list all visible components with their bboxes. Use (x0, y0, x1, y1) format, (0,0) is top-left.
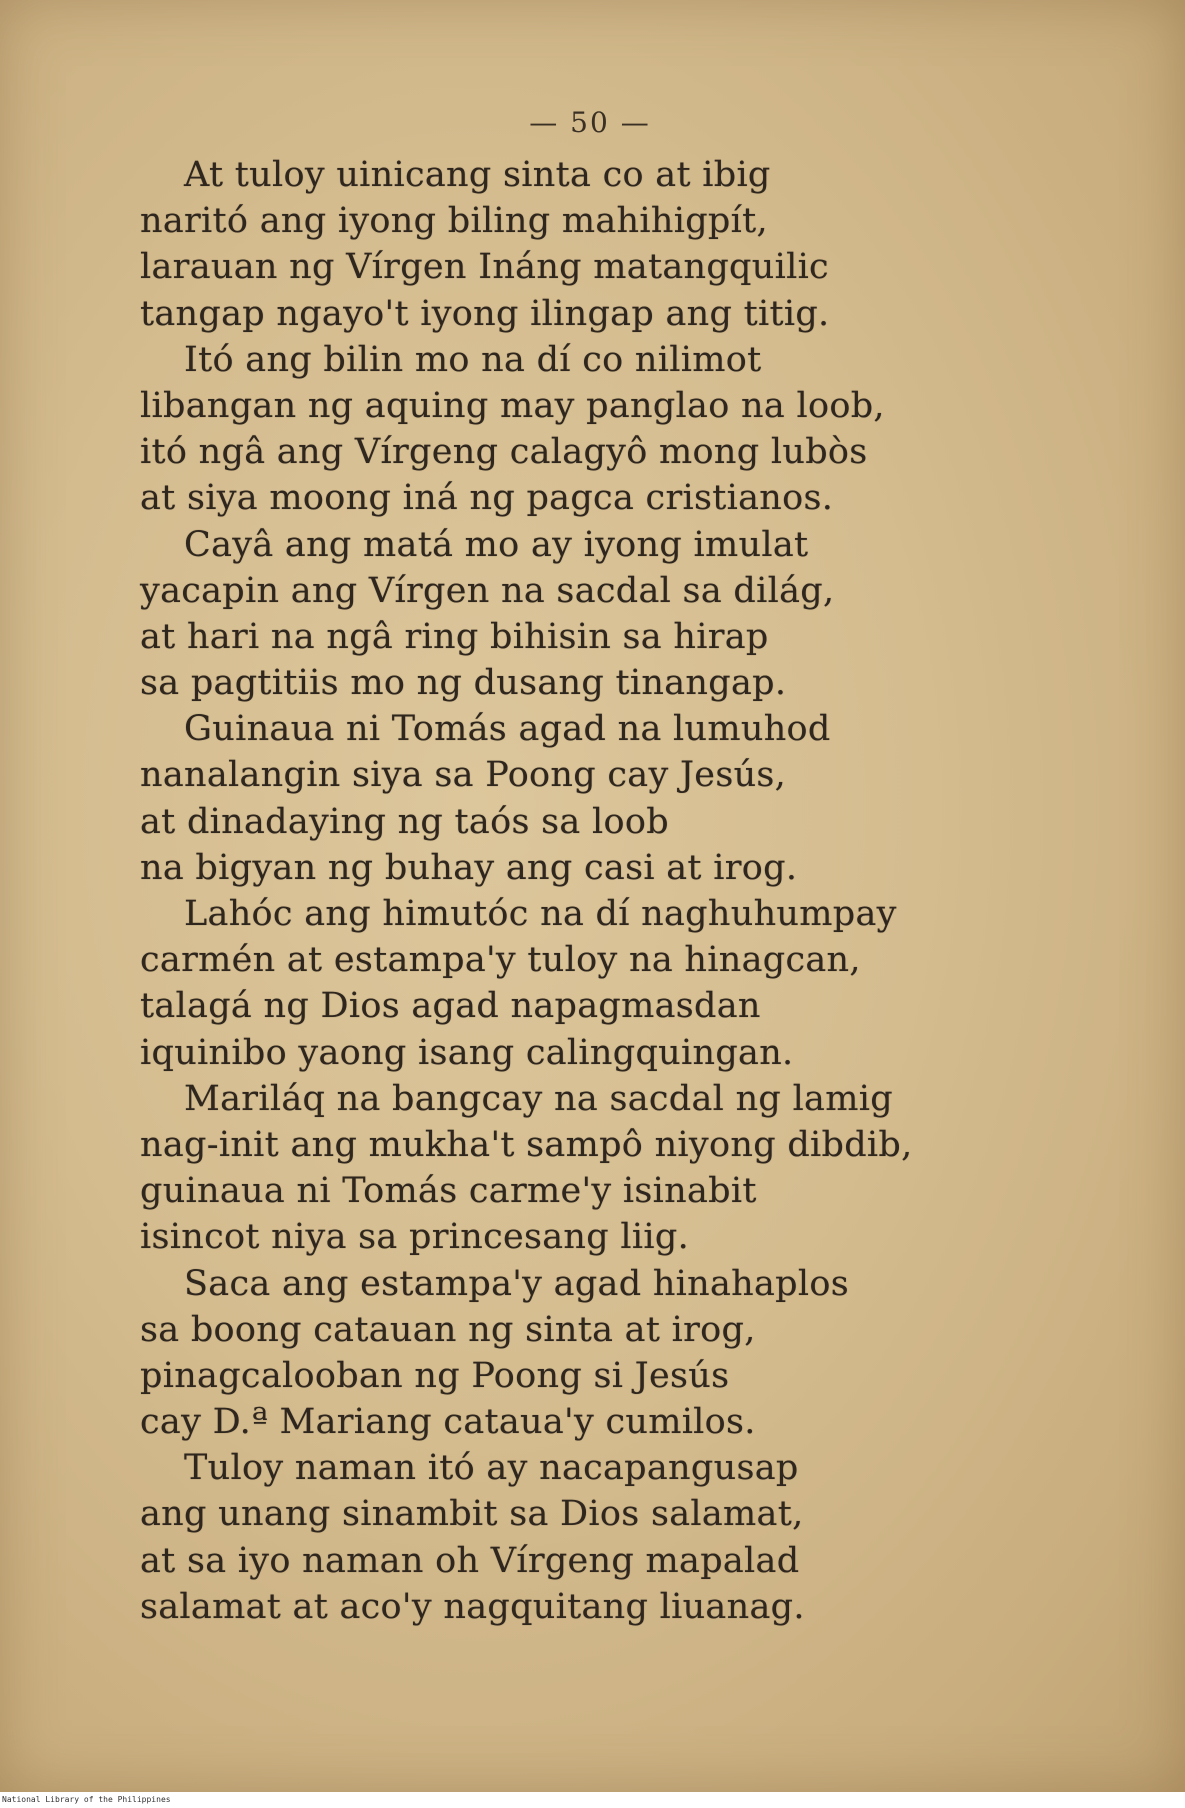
verse-line: Itó ang bilin mo na dí co nilimot (184, 339, 762, 380)
verse-line: libangan ng aquing may panglao na loob, (140, 385, 885, 426)
stanza (140, 522, 1060, 707)
verse-line: tangap ngayo't iyong ilingap ang titig. (140, 293, 830, 334)
verse-line: Guinaua ni Tomás agad na lumuhod (184, 709, 831, 750)
stanza (140, 891, 1060, 1076)
verse-line: cay D.ª Mariang cataua'y cumilos. (140, 1402, 756, 1443)
verse-line: sa boong catauan ng sinta at irog, (140, 1309, 756, 1350)
stanza (140, 337, 1060, 522)
verse-line: na bigyan ng buhay ang casi at irog. (140, 847, 798, 888)
verse-line: talagá ng Dios agad napagmasdan (140, 986, 761, 1027)
poem-text (140, 152, 1060, 1630)
verse-line: Saca ang estampa'y agad hinahaplos (184, 1263, 850, 1304)
verse-line: carmén at estampa'y tuloy na hinagcan, (140, 940, 861, 981)
verse-line: guinaua ni Tomás carme'y isinabit (140, 1171, 757, 1212)
verse-line: at hari na ngâ ring bihisin sa hirap (140, 616, 769, 657)
verse-line: Lahóc ang himutóc na dí naghuhumpay (184, 894, 897, 934)
verse-line: Mariláq na bangcay na sacdal ng lamig (184, 1078, 893, 1119)
stanza (140, 706, 1060, 891)
verse-line: nanalangin siya sa Poong cay Jesús, (140, 755, 787, 796)
page-number: — 50 — (529, 106, 651, 139)
verse-line: Cayâ ang matá mo ay iyong imulat (184, 524, 809, 565)
verse-line: yacapin ang Vírgen na sacdal sa dilág, (140, 570, 835, 611)
stanza (140, 1076, 1060, 1261)
verse-line: isincot niya sa princesang liig. (140, 1217, 690, 1258)
verse-line: pinagcalooban ng Poong si Jesús (140, 1355, 730, 1396)
verse-line: iquinibo yaong isang calingquingan. (140, 1032, 794, 1073)
stanza (140, 152, 1060, 337)
verse-line: ang unang sinambit sa Dios salamat, (140, 1494, 804, 1535)
verse-line: naritó ang iyong biling mahihigpít, (140, 201, 768, 242)
verse-line: salamat at aco'y nagquitang liuanag. (140, 1586, 805, 1627)
stanza (140, 1261, 1060, 1446)
verse-line: Tuloy naman itó ay nacapangusap (184, 1448, 799, 1489)
verse-line: itó ngâ ang Vírgeng calagyô mong lubòs (140, 432, 868, 473)
verse-line: at dinadaying ng taós sa loob (140, 801, 669, 842)
verse-line: At tuloy uinicang sinta co at ibig (184, 155, 771, 195)
verse-line: at siya moong iná ng pagca cristianos. (140, 478, 834, 519)
verse-line: larauan ng Vírgen Ináng matangquilic (140, 247, 829, 288)
verse-line: sa pagtitiis mo ng dusang tinangap. (140, 663, 787, 704)
library-credit: National Library of the Philippines (2, 1795, 171, 1804)
stanza (140, 1445, 1060, 1630)
verse-line: at sa iyo naman oh Vírgeng mapalad (140, 1540, 800, 1581)
verse-line: nag-init ang mukha't sampô niyong dibdib, (140, 1124, 913, 1165)
